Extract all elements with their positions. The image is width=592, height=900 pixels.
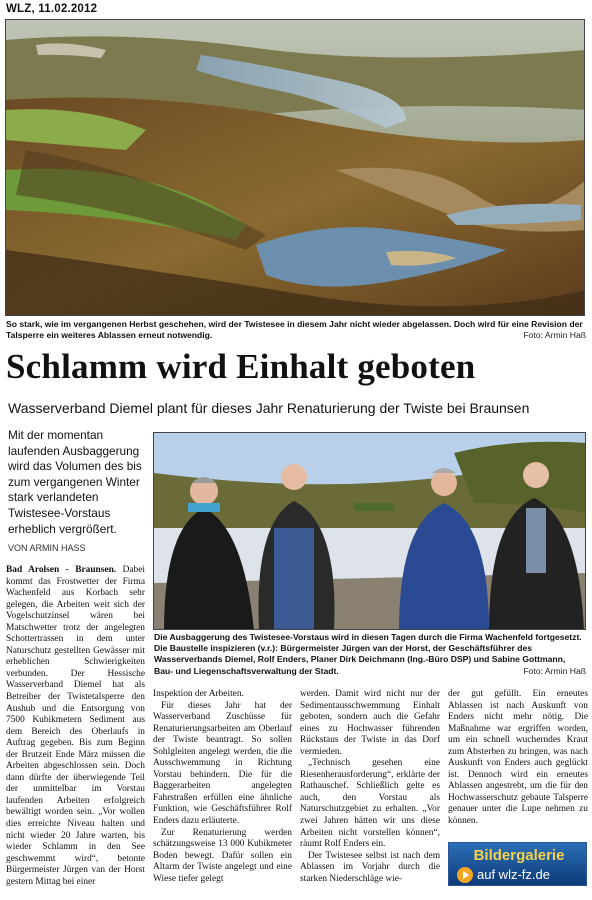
- gallery-title: Bildergalerie: [473, 847, 565, 864]
- col4-body: der gut gefüllt. Ein erneutes Ablassen ist nach Auskunft von Enders nicht mehr nötig. Die Maßnahme war ergriffen worden, um ein schnell wucherndes Kraut zum Absterben zu bringen, was nach Auskunft von Enders auch geglückt ist. Dennoch wird ein erneutes Ablassen angestrebt, um die für den Hochwasserschutz gebaute Talsperre genauer unter die Lupe nehmen zu können.: [448, 689, 588, 827]
- article-teaser: Mit der momentan laufenden Ausbaggerung wird das Volumen des bis zum vergangenen Winter stark verlandeten Twistesee-Vorstaus erheblich vergrößert.: [8, 428, 142, 536]
- play-arrow-icon: [457, 867, 473, 883]
- col3-paragraph-3: Der Twistesee selbst ist nach dem Ablassen im Vorjahr durch die starken Niederschläge wie-: [300, 850, 440, 884]
- dateline: Bad Arolsen - Braunsen.: [6, 565, 117, 575]
- group-caption-text: Die Ausbaggerung des Twistesee-Vorstaus wird in diesen Tagen durch die Firma Wachenfeld fortgesetzt. Die Baustelle inspizieren (v.r.): Bürgermeister Jürgen van der Horst, der Geschäftsführer des Wasserverbands Diemel, Rolf Enders, Planer Dirk Deichmann (Ing.-Büro DSP) und Sabine Gottmann, Bau- und Liegenschaftsverwaltung der Stadt.: [154, 632, 582, 676]
- article-column-3: [300, 689, 440, 885]
- col3-body: werden. Damit wird nicht nur der Sedimentausschwemmung Einhalt geboten, sondern auch die Gefahr eines zu Hochwasser führenden Rückstaus der Twiste in das Dorf vermieden.: [300, 689, 440, 757]
- aerial-photo-caption: [6, 319, 586, 341]
- group-photo-caption: [154, 632, 586, 677]
- col2-paragraph-3: Zur Renaturierung werden schätzungsweise 13 000 Kubikmeter Boden bewegt. Dafür sollen ein Altarm der Twiste angelegt und eine Wiese tiefer gelegt: [153, 827, 292, 884]
- col3-paragraph-2: „Technisch gesehen eine Riesenherausforderung“, erklärte der Rathauschef. Schließlich gelte es auch, den Vorstau als Naturschutzgebiet zu erhalten. „Vor zwei Jahren hätten wir uns diese Arbeiten nicht vorstellen können“, räumt Rolf Enders ein.: [300, 758, 440, 850]
- gallery-link[interactable]: auf wlz-fz.de: [477, 867, 550, 882]
- col2-body: Inspektion der Arbeiten.: [153, 689, 244, 699]
- publication-date: WLZ, 11.02.2012: [6, 3, 98, 15]
- col2-paragraph-2: Für dieses Jahr hat der Wasserverband Zuschüsse für Renaturierungsarbeiten am Oberlauf der Twiste beantragt. So sollen Sohlgleiten angelegt werden, die die Ausschwemmung in Richtung Vorstau behindern. Die für die Baggerarbeiten angelegten Fahrstraßen erfüllen eine ähnliche Funktion, wie Geschäftsführer Rolf Enders dazu erläuterte.: [153, 700, 292, 827]
- article-column-1: [6, 565, 145, 888]
- article-subheadline: Wasserverband Diemel plant für dieses Jahr Renaturierung der Twiste bei Braunsen: [8, 400, 530, 416]
- group-photo: [153, 432, 586, 630]
- article-column-4: [448, 689, 588, 828]
- col1-body: Dabei kommt das Frostwetter der Firma Wachenfeld aus Korbach sehr gelegen, die Arbeiten weit sich der Vogelschutzinsel wären bei Matschwetter trotz der angelegten Schottertrassen in dem unter Naturschutz gestellten Gewässer mit erheblichen Schwierigkeiten verbunden. Der Hessische Wasserverband Diemel hat als Betreiber der Twistetalsperre den Aushub und die Entsorgung von 7500 Kubikmetern Sediment aus dem Bereich des Oberlaufs in Auftrag gegeben. Bis zum Beginn der Brutzeit Ende März müssen die Arbeiten abgeschlossen sein. Doch dann dürfte der überwiegende Teil der unmittelbar im Vorstau laufenden Arbeiten erfolgreich bewältigt worden sein. „Vor wollen dies erreichte Niveau halten und nicht wieder 20 Jahre warten, bis wieder Schlamm in den See geschwemmt wird“, betonte Bürgermeister Jürgen van der Horst gestern Mittag bei einer: [6, 565, 145, 887]
- group-photo-credit: Foto: Armin Haß: [523, 665, 586, 676]
- gallery-banner[interactable]: [448, 842, 587, 886]
- article-headline: Schlamm wird Einhalt geboten: [6, 347, 476, 386]
- aerial-photo-credit: Foto: Armin Haß: [523, 330, 586, 341]
- aerial-caption-text: So stark, wie im vergangenen Herbst geschehen, wird der Twistesee in diesem Jahr nicht wieder abgelassen. Doch wird für eine Revision der Talsperre ein weiteres Ablassen erneut notwendig.: [6, 319, 583, 341]
- article-column-2: [153, 689, 292, 885]
- lake-aerial-photo: [5, 19, 585, 316]
- byline: VON ARMIN HASS: [8, 543, 86, 553]
